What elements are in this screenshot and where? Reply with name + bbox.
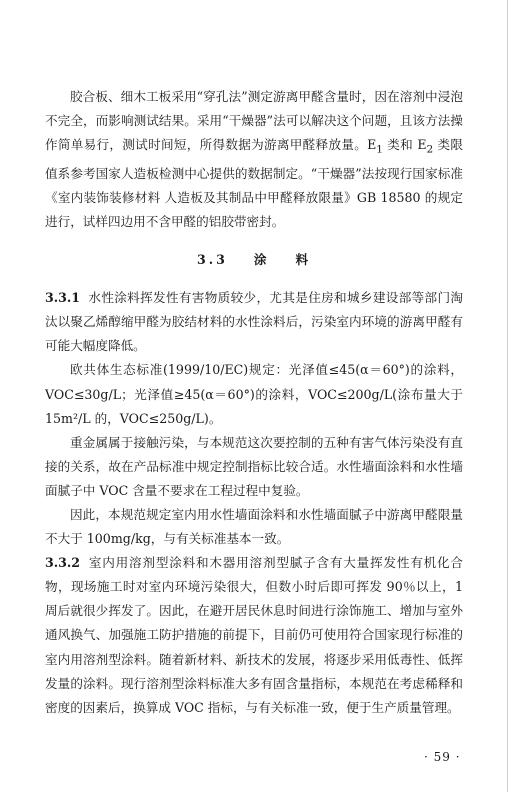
- section-number: 3.3: [196, 252, 228, 268]
- clause-text: 室内用溶剂型涂料和木器用溶剂型腻子含有大量挥发性有机化合物，现场施工时对室内环境污染很大，但数小时后即可挥发 90％以上，1 周后就很少挥发了。因此，在避开居民休息时间进行涂饰施工、增加与室外通风换气、加强施工防护措施的前提下，目前仍可使用符合国家现行标准的室内用溶剂型涂料。随着新材料、新技术的发展，将逐步采用低毒性、低挥发量的涂料。现行溶剂型涂料标准大多有固含量指标，本规范在考虑稀释和密度的因素后，换算成 VOC 指标，与有关标准一致，便于生产质量管理。: [45, 555, 463, 715]
- clause-3-3-1: [45, 286, 463, 358]
- subscript: 2: [426, 143, 434, 156]
- clause-3-3-2: [45, 551, 463, 720]
- subscript: 1: [376, 143, 383, 156]
- section-title-part: 涂: [253, 252, 270, 268]
- paragraph-text: 类和 E: [382, 137, 427, 153]
- paragraph-heavy-metals: 重金属属于接触污染，与本规范这次要控制的五种有害气体污染没有直接的关系，故在产品标准中规定控制指标比较合适。水性墙面涂料和水性墙面腻子中 VOC 含量不要求在工程过程中复验。: [45, 434, 463, 498]
- page-number: · 59 ·: [424, 750, 461, 764]
- clause-number: 3.3.1: [45, 290, 81, 306]
- clause-text: 水性涂料挥发性有害物质较少，尤其是住房和城乡建设部等部门淘汰以聚乙烯醇缩甲醛为胶结材料的水性涂料后，污染室内环境的游离甲醛有可能大幅度降低。: [45, 290, 463, 354]
- paragraph-formaldehyde-limit: 因此，本规范规定室内用水性墙面涂料和水性墙面腻子中游离甲醛限量不大于 100mg/kg，与有关标准基本一致。: [45, 507, 463, 547]
- paragraph-text: 类限值系参考国家人造板检测中心提供的数据制定。“干燥器”法按现行国家标准《室内装饰装修材料 人造板及其制品中甲醛释放限量》GB 18580 的规定进行，试样四边用不含甲醛的铝胶带密封。: [45, 137, 463, 229]
- document-body: [45, 85, 463, 720]
- page-edge-line: [507, 0, 508, 792]
- paragraph-text: 胶合板、细木工板采用“穿孔法”测定游离甲醛含量时，因在溶剂中浸泡不完全，而影响测试结果。采用“干燥器”法可以解决这个问题，且该方法操作简单易行，测试时间短，所得数据为游离甲醛释放量。E: [45, 89, 463, 153]
- section-title-part: 料: [295, 252, 312, 268]
- section-heading: [45, 248, 463, 272]
- paragraph-plywood-test: [45, 85, 463, 234]
- paragraph-eu-standard: 欧共体生态标准(1999/10/EC)规定：光泽值≤45(α＝60°)的涂料，VOC≤30g/L；光泽值≥45(α＝60°)的涂料，VOC≤200g/L(涂布量大于 15m²/L 的，VOC≤250g/L)。: [45, 362, 463, 426]
- clause-number: 3.3.2: [45, 555, 81, 571]
